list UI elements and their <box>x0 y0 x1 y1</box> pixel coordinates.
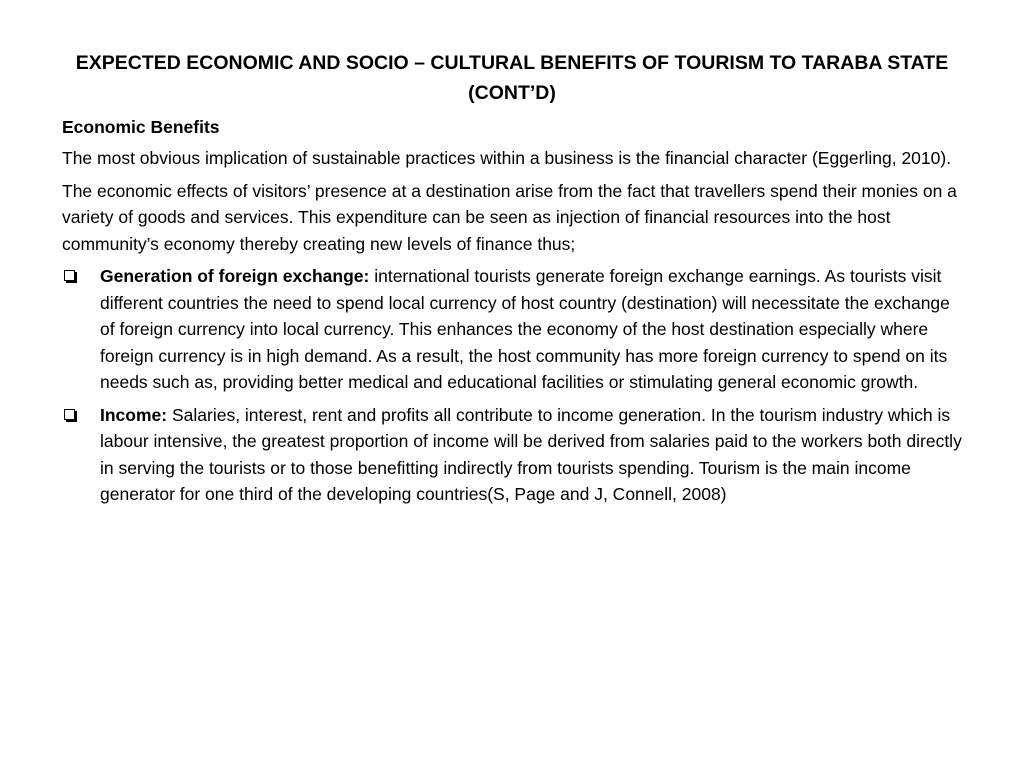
bullet-text: Salaries, interest, rent and profits all contribute to income generation. In the tourism industry which is labour intensive, the greatest proportion of income will be derived from salaries paid to the workers both directly in serving the tourists or to those benefitting indirectly from tourists spending. Tourism is the main income generator for one third of the developing countries(S, Page and J, Connell, 2008) <box>100 404 962 504</box>
bullet-term: Generation of foreign exchange: <box>100 266 370 286</box>
bullet-item-income <box>62 402 962 508</box>
checkbox-bullet-icon <box>64 409 75 420</box>
bullet-item-foreign-exchange <box>62 263 962 396</box>
bullet-text: international tourists generate foreign exchange earnings. As tourists visit different countries the need to spend local currency of host country (destination) will necessitate the exchange of foreign currency into local currency. This enhances the economy of the host destination especially where foreign currency is in high demand. As a result, the host community has more foreign currency to spend on its needs such as, providing better medical and educational facilities or stimulating general economic growth. <box>100 266 950 392</box>
slide-title: EXPECTED ECONOMIC AND SOCIO – CULTURAL BENEFITS OF TOURISM TO TARABA STATE (CONT’D) <box>75 52 949 104</box>
section-heading: Economic Benefits <box>62 117 220 137</box>
checkbox-bullet-icon <box>64 270 75 281</box>
paragraph-2: The economic effects of visitors’ presence at a destination arise from the fact that travellers spend their monies on a variety of goods and services. This expenditure can be seen as injection of financial resources into the host community’s economy thereby creating new levels of finance thus; <box>62 180 957 254</box>
paragraph-1: The most obvious implication of sustainable practices within a business is the financial character (Eggerling, 2010). <box>62 148 952 168</box>
bullet-term: Income: <box>100 404 168 425</box>
bullet-list <box>62 263 962 508</box>
